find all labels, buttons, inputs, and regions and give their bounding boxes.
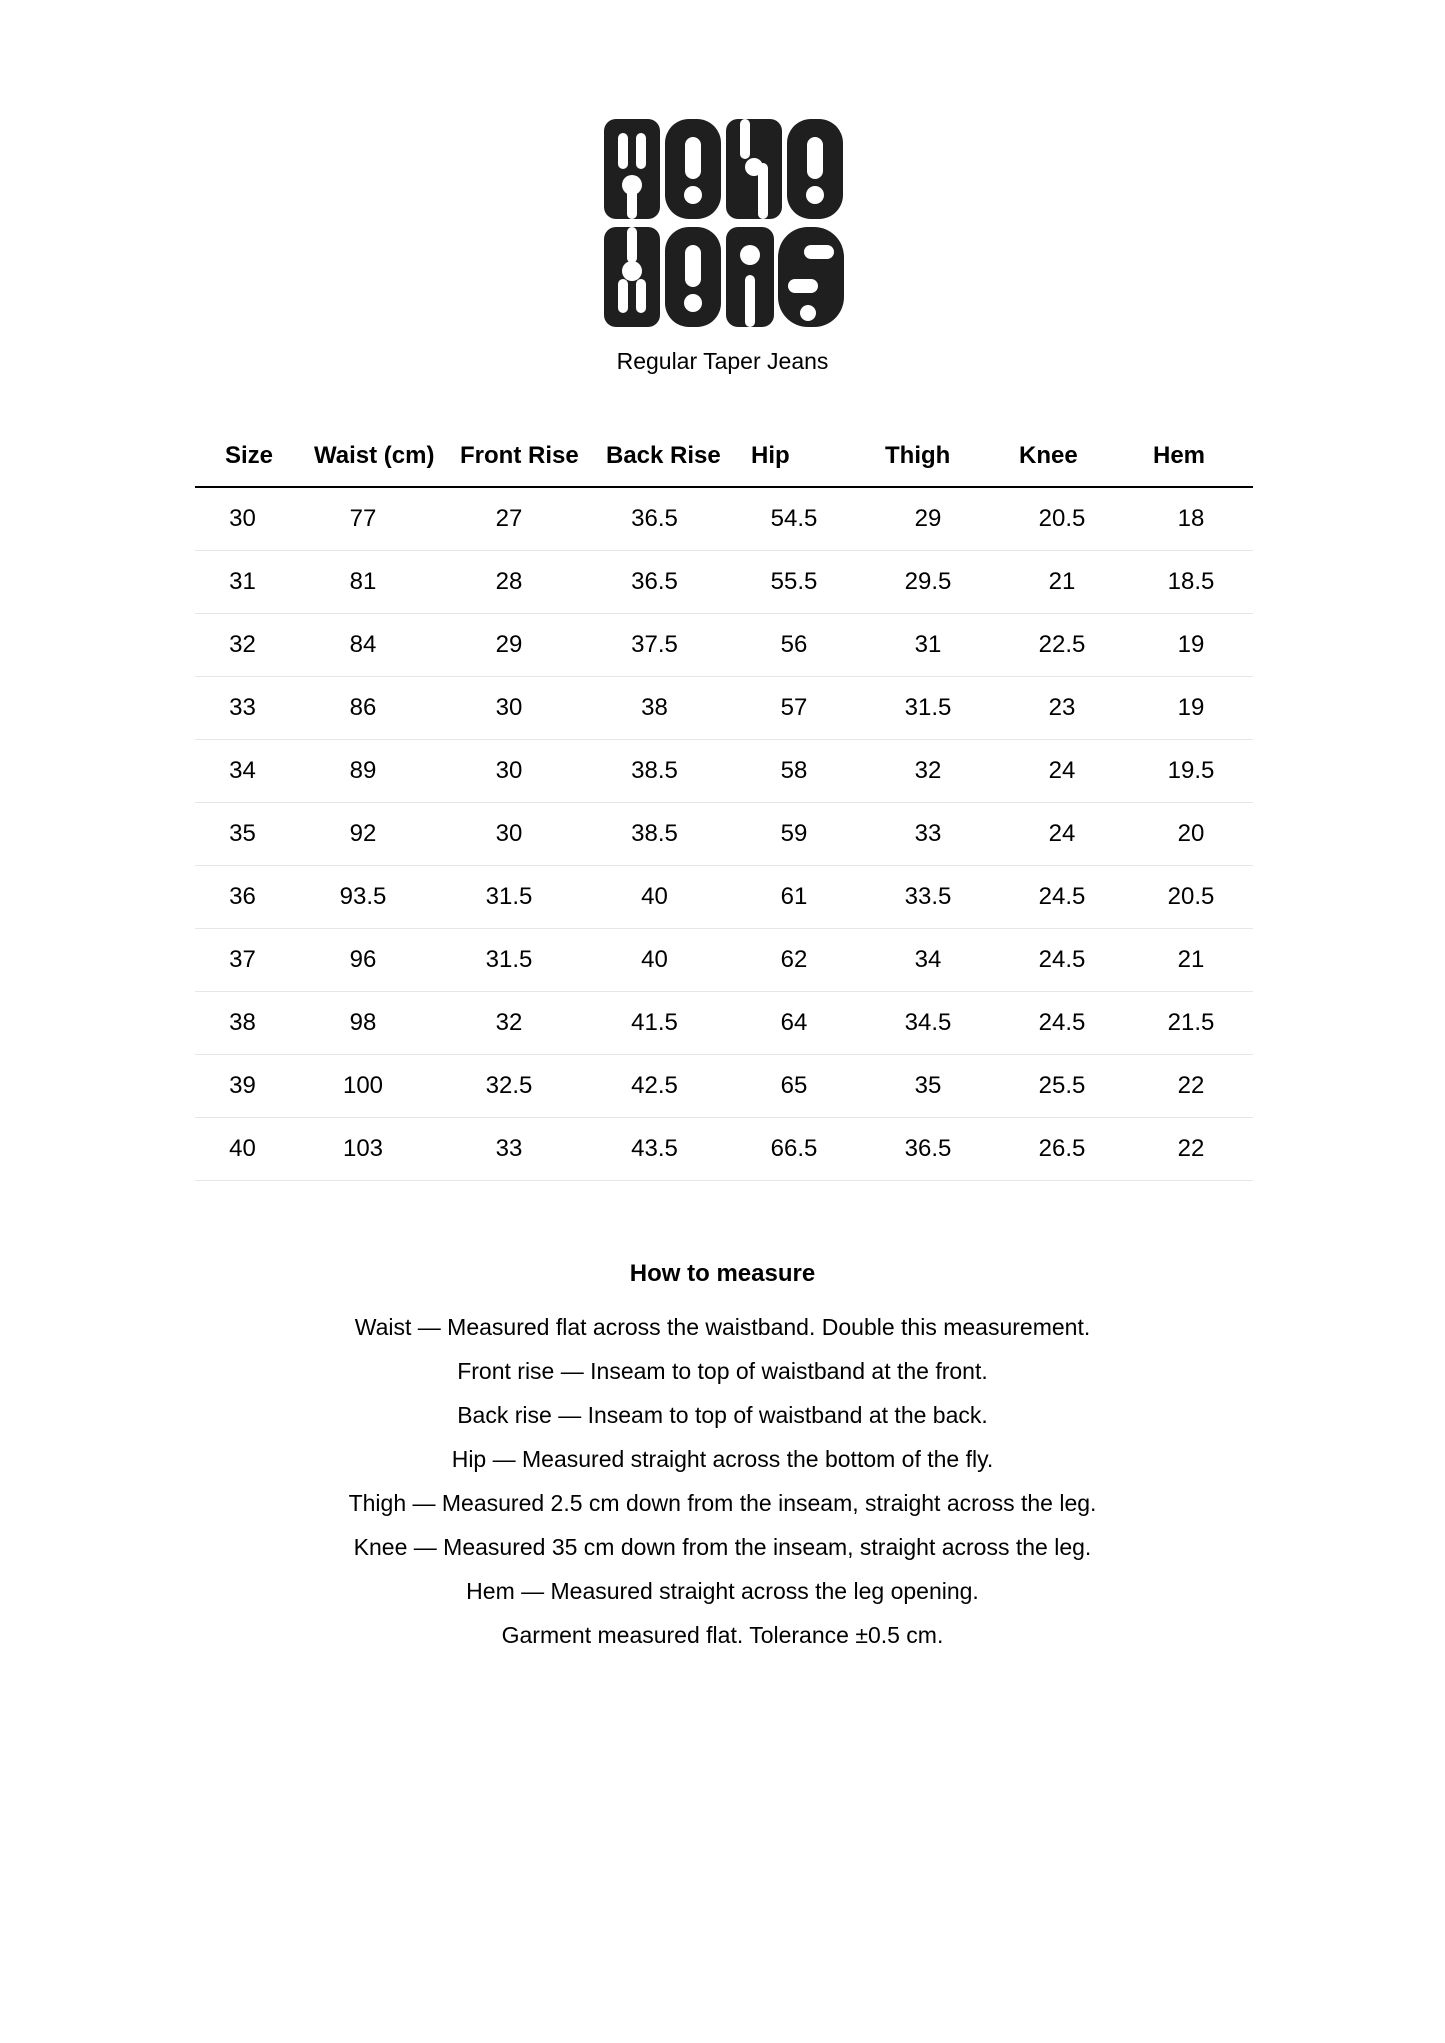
cell-knee: 24.5	[995, 866, 1129, 929]
cell-hem: 18	[1129, 487, 1253, 551]
cell-hip: 66.5	[727, 1118, 861, 1181]
header-front-rise: Front Rise	[436, 425, 582, 487]
cell-hip: 55.5	[727, 551, 861, 614]
cell-front-rise: 29	[436, 614, 582, 677]
product-title: Regular Taper Jeans	[616, 348, 829, 374]
header-waist: Waist (cm)	[290, 425, 436, 487]
cell-waist: 77	[290, 487, 436, 551]
cell-back-rise: 38.5	[582, 740, 727, 803]
measure-note-front-rise: Front rise — Inseam to top of waistband at the front.	[457, 1358, 988, 1384]
cell-knee: 24.5	[995, 992, 1129, 1055]
table-row	[195, 487, 1253, 551]
brand-logo	[604, 119, 844, 327]
cell-thigh: 36.5	[861, 1118, 995, 1181]
table-row	[195, 740, 1253, 803]
cell-back-rise: 37.5	[582, 614, 727, 677]
cell-hem: 22	[1129, 1118, 1253, 1181]
cell-back-rise: 38.5	[582, 803, 727, 866]
measure-note-waist: Waist — Measured flat across the waistband. Double this measurement.	[354, 1314, 1091, 1340]
header-thigh: Thigh	[861, 425, 995, 487]
cell-hem: 18.5	[1129, 551, 1253, 614]
cell-thigh: 29.5	[861, 551, 995, 614]
cell-knee: 25.5	[995, 1055, 1129, 1118]
measure-note-knee: Knee — Measured 35 cm down from the inseam, straight across the leg.	[353, 1534, 1092, 1560]
cell-hem: 22	[1129, 1055, 1253, 1118]
cell-front-rise: 27	[436, 487, 582, 551]
cell-size: 35	[195, 803, 290, 866]
cell-thigh: 33.5	[861, 866, 995, 929]
cell-hem: 21	[1129, 929, 1253, 992]
cell-back-rise: 36.5	[582, 487, 727, 551]
cell-knee: 24	[995, 803, 1129, 866]
table-row	[195, 551, 1253, 614]
measure-note-back-rise: Back rise — Inseam to top of waistband at the back.	[457, 1402, 988, 1428]
cell-front-rise: 28	[436, 551, 582, 614]
cell-front-rise: 30	[436, 740, 582, 803]
cell-waist: 96	[290, 929, 436, 992]
cell-knee: 21	[995, 551, 1129, 614]
cell-front-rise: 32.5	[436, 1055, 582, 1118]
measure-note-hem: Hem — Measured straight across the leg opening.	[466, 1578, 979, 1604]
cell-back-rise: 42.5	[582, 1055, 727, 1118]
how-to-measure-list	[0, 1312, 1445, 1664]
cell-hip: 65	[727, 1055, 861, 1118]
cell-size: 39	[195, 1055, 290, 1118]
cell-hem: 19.5	[1129, 740, 1253, 803]
table-header-row	[195, 425, 1253, 487]
cell-size: 31	[195, 551, 290, 614]
cell-thigh: 32	[861, 740, 995, 803]
cell-waist: 86	[290, 677, 436, 740]
cell-size: 34	[195, 740, 290, 803]
cell-size: 30	[195, 487, 290, 551]
cell-knee: 26.5	[995, 1118, 1129, 1181]
cell-front-rise: 30	[436, 803, 582, 866]
cell-back-rise: 36.5	[582, 551, 727, 614]
cell-hip: 64	[727, 992, 861, 1055]
cell-waist: 98	[290, 992, 436, 1055]
cell-front-rise: 31.5	[436, 929, 582, 992]
cell-hip: 62	[727, 929, 861, 992]
table-row	[195, 614, 1253, 677]
header-back-rise: Back Rise	[582, 425, 727, 487]
cell-knee: 24.5	[995, 929, 1129, 992]
cell-back-rise: 40	[582, 866, 727, 929]
table-row	[195, 803, 1253, 866]
header-knee: Knee	[995, 425, 1129, 487]
cell-thigh: 31.5	[861, 677, 995, 740]
cell-hip: 57	[727, 677, 861, 740]
cell-front-rise: 31.5	[436, 866, 582, 929]
cell-thigh: 29	[861, 487, 995, 551]
cell-hip: 59	[727, 803, 861, 866]
table-row	[195, 929, 1253, 992]
cell-hip: 61	[727, 866, 861, 929]
cell-waist: 92	[290, 803, 436, 866]
table-row	[195, 992, 1253, 1055]
cell-knee: 20.5	[995, 487, 1129, 551]
cell-hip: 54.5	[727, 487, 861, 551]
table-row	[195, 677, 1253, 740]
cell-knee: 23	[995, 677, 1129, 740]
table-row	[195, 1055, 1253, 1118]
cell-hip: 56	[727, 614, 861, 677]
cell-waist: 89	[290, 740, 436, 803]
cell-size: 37	[195, 929, 290, 992]
cell-back-rise: 43.5	[582, 1118, 727, 1181]
cell-knee: 22.5	[995, 614, 1129, 677]
cell-knee: 24	[995, 740, 1129, 803]
cell-hem: 19	[1129, 614, 1253, 677]
cell-waist: 84	[290, 614, 436, 677]
cell-size: 32	[195, 614, 290, 677]
header-size: Size	[195, 425, 290, 487]
cell-thigh: 35	[861, 1055, 995, 1118]
measure-note-tolerance: Garment measured flat. Tolerance ±0.5 cm.	[501, 1622, 944, 1648]
table-row	[195, 1118, 1253, 1181]
mono-works-logo-graphic	[604, 119, 844, 327]
cell-thigh: 33	[861, 803, 995, 866]
cell-waist: 100	[290, 1055, 436, 1118]
table-body	[195, 487, 1253, 1181]
cell-thigh: 34	[861, 929, 995, 992]
cell-back-rise: 40	[582, 929, 727, 992]
cell-back-rise: 41.5	[582, 992, 727, 1055]
cell-thigh: 34.5	[861, 992, 995, 1055]
how-to-measure-title: How to measure	[629, 1260, 816, 1287]
cell-size: 40	[195, 1118, 290, 1181]
cell-waist: 81	[290, 551, 436, 614]
cell-front-rise: 33	[436, 1118, 582, 1181]
cell-hip: 58	[727, 740, 861, 803]
cell-size: 33	[195, 677, 290, 740]
cell-front-rise: 32	[436, 992, 582, 1055]
size-chart-table	[195, 425, 1253, 1181]
cell-hem: 21.5	[1129, 992, 1253, 1055]
table-row	[195, 866, 1253, 929]
cell-hem: 20.5	[1129, 866, 1253, 929]
measure-note-hip: Hip — Measured straight across the bottom of the fly.	[451, 1446, 994, 1472]
cell-back-rise: 38	[582, 677, 727, 740]
cell-waist: 103	[290, 1118, 436, 1181]
cell-front-rise: 30	[436, 677, 582, 740]
measure-note-thigh: Thigh — Measured 2.5 cm down from the inseam, straight across the leg.	[348, 1490, 1097, 1516]
cell-size: 38	[195, 992, 290, 1055]
cell-waist: 93.5	[290, 866, 436, 929]
cell-size: 36	[195, 866, 290, 929]
header-hip: Hip	[727, 425, 861, 487]
header-hem: Hem	[1129, 425, 1253, 487]
cell-thigh: 31	[861, 614, 995, 677]
cell-hem: 19	[1129, 677, 1253, 740]
cell-hem: 20	[1129, 803, 1253, 866]
